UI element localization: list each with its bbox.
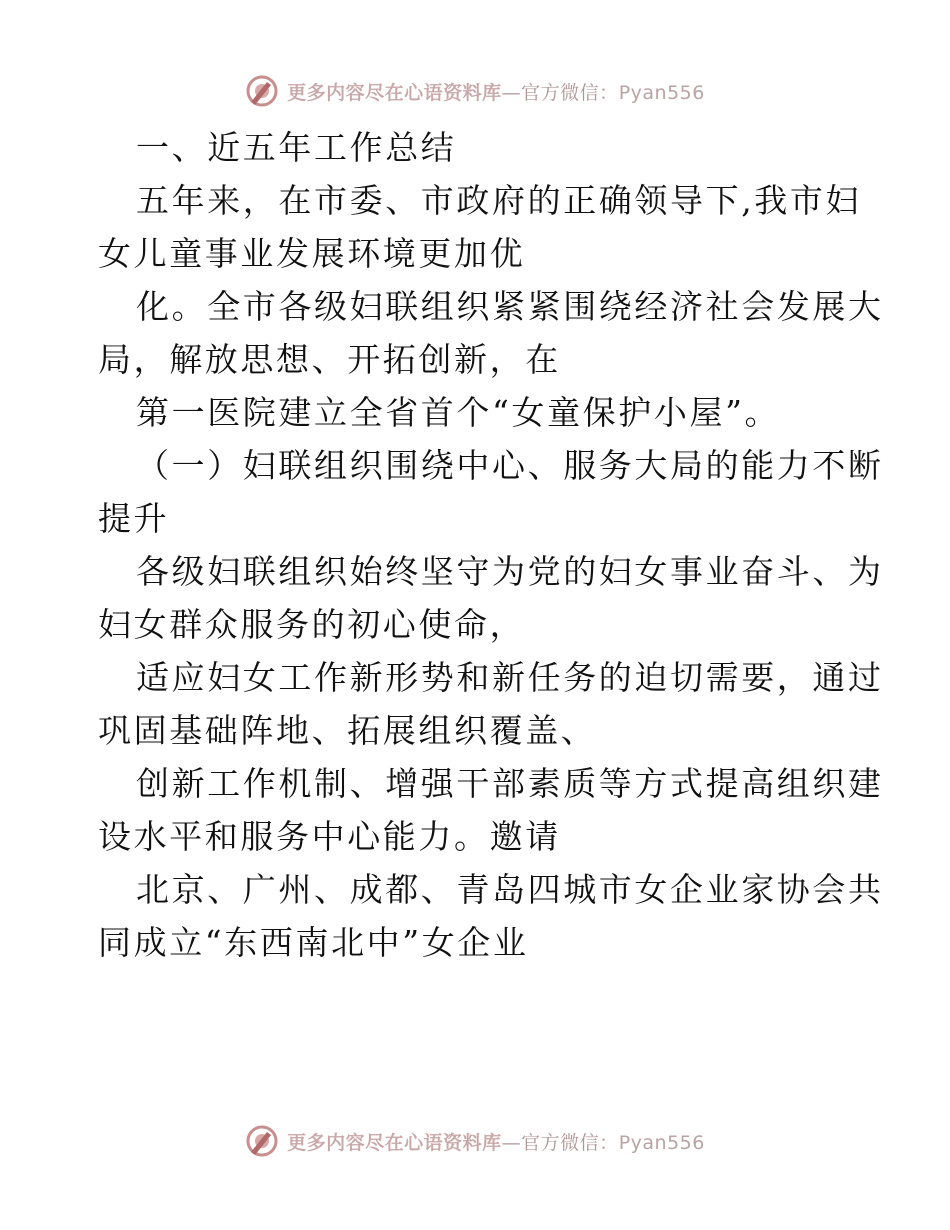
watermark-text	[287, 78, 705, 105]
header-watermark	[0, 71, 950, 111]
watermark-text	[287, 1128, 705, 1155]
document-body	[98, 121, 884, 969]
paragraph-line: 第一医院建立全省首个“女童保护小屋”。	[136, 393, 781, 432]
paragraph-line: 女儿童事业发展环境更加优	[98, 234, 526, 273]
watermark-main: 更多内容尽在心语资料库	[287, 1131, 502, 1154]
pen-logo-icon	[245, 74, 279, 108]
subsection-heading: （一）妇联组织围绕中心、服务大局的能力不断	[136, 446, 884, 485]
paragraph-line: 设水平和服务中心能力。邀请	[98, 817, 561, 856]
pen-logo-icon	[245, 1124, 279, 1158]
subsection-heading-continued: 提升	[98, 499, 170, 538]
paragraph-line: 五年来，在市委、市政府的正确领导下,我市妇	[136, 181, 862, 220]
paragraph-line: 局，解放思想、开拓创新，在	[98, 340, 561, 379]
watermark-id: Pyan556	[618, 1131, 705, 1154]
paragraph-line: 适应妇女工作新形势和新任务的迫切需要，通过	[136, 658, 884, 697]
section-heading: 一、近五年工作总结	[136, 128, 457, 167]
paragraph-line: 化。全市各级妇联组织紧紧围绕经济社会发展大	[136, 287, 884, 326]
paragraph-line: 北京、广州、成都、青岛四城市女企业家协会共	[136, 870, 884, 909]
footer-watermark	[0, 1121, 950, 1161]
paragraph-line: 创新工作机制、增强干部素质等方式提高组织建	[136, 764, 884, 803]
paragraph-line: 巩固基础阵地、拓展组织覆盖、	[98, 711, 597, 750]
paragraph-line: 各级妇联组织始终坚守为党的妇女事业奋斗、为	[136, 552, 884, 591]
watermark-main: 更多内容尽在心语资料库	[287, 81, 502, 104]
watermark-rest: —官方微信：	[501, 1131, 619, 1154]
paragraph-line: 妇女群众服务的初心使命，	[98, 605, 526, 644]
watermark-rest: —官方微信：	[501, 81, 619, 104]
watermark-id: Pyan556	[618, 81, 705, 104]
paragraph-line: 同成立“东西南北中”女企业	[98, 923, 529, 962]
